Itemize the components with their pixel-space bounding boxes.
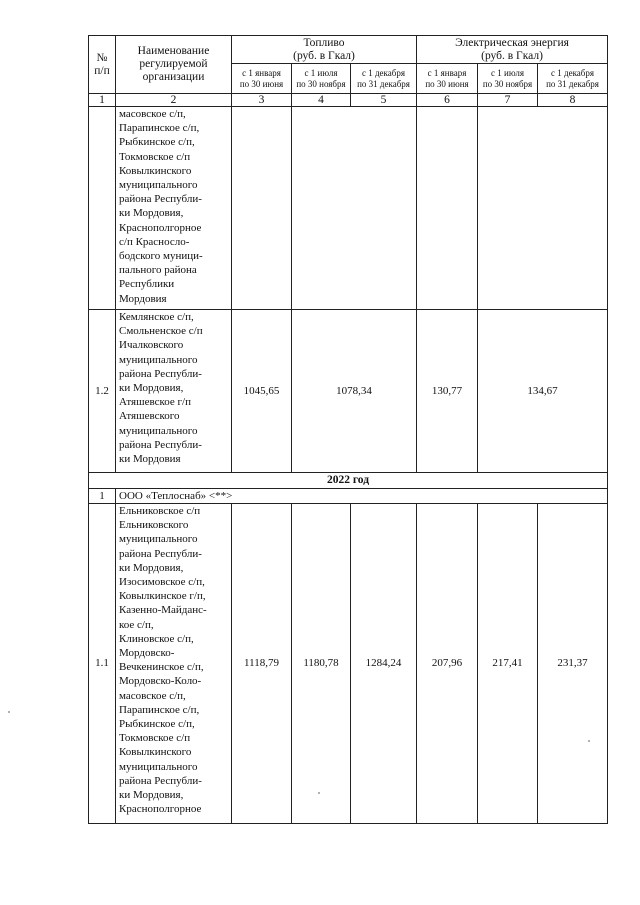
value-cell: 217,41: [478, 504, 538, 824]
value-cell: [478, 107, 608, 310]
value-cell: 134,67: [478, 310, 608, 473]
value-cell: 1045,65: [232, 310, 292, 473]
value-cell: 207,96: [417, 504, 478, 824]
header-electricity: Электрическая энергия (руб. в Гкал): [417, 36, 608, 64]
row-num-cell: 1.2: [89, 310, 116, 473]
value-cell: 1118,79: [232, 504, 292, 824]
year-label: 2022 год: [89, 473, 608, 489]
header-num: № п/п: [89, 36, 116, 94]
row-num-cell: 1.1: [89, 504, 116, 824]
period-header: с 1 декабря по 31 декабря: [538, 64, 608, 94]
value-cell: [292, 107, 417, 310]
row-num-cell: 1: [89, 489, 116, 504]
column-number: 2: [116, 94, 232, 107]
value-cell: 231,37: [538, 504, 608, 824]
period-header: с 1 декабря по 31 декабря: [351, 64, 417, 94]
org-name-cell: Ельниковское с/п Ельниковского муниципального района Республи- ки Мордовия, Изосимовское с/п, Ковылкинское г/п, Казенно-Майданс- кое с/п, Клиновское с/п, Мордовско- Вечкенинское с/п, Мордовско-Коло- масовское с/п, Парапинское с/п, Рыбкинское с/п, Токмовское с/п Ковылкинского муниципального района Республи- ки Мордовия, Краснополгорное: [116, 504, 232, 824]
value-cell: 1284,24: [351, 504, 417, 824]
value-cell: [232, 107, 292, 310]
column-number: 6: [417, 94, 478, 107]
period-header: с 1 января по 30 июня: [417, 64, 478, 94]
column-number: 3: [232, 94, 292, 107]
org-title: ООО «Теплоснаб» <**>: [116, 489, 608, 504]
column-number: 7: [478, 94, 538, 107]
org-name-cell: масовское с/п, Парапинское с/п, Рыбкинское с/п, Токмовское с/п Ковылкинского муниципального района Республи- ки Мордовия, Краснополгорное с/п Краснослo- бодского муници- пального района Республики Мордовия: [116, 107, 232, 310]
header-fuel: Топливо (руб. в Гкал): [232, 36, 417, 64]
header-org-name: Наименование регулируемой организации: [116, 36, 232, 94]
scan-speck: [8, 711, 10, 713]
period-header: с 1 июля по 30 ноября: [292, 64, 351, 94]
column-number: 4: [292, 94, 351, 107]
value-cell: 1180,78: [292, 504, 351, 824]
scan-speck: [588, 740, 590, 742]
value-cell: [417, 107, 478, 310]
value-cell: 1078,34: [292, 310, 417, 473]
column-number: 8: [538, 94, 608, 107]
table-row: [89, 504, 608, 824]
value-cell: 130,77: [417, 310, 478, 473]
tariff-table: [88, 35, 608, 824]
year-row: [89, 473, 608, 489]
table-row: [89, 310, 608, 473]
org-name-cell: Кемлянское с/п, Смольненское с/п Ичалковского муниципального района Республи- ки Мордовия, Атяшевское г/п Атяшевского муниципального района Республи- ки Мордовия: [116, 310, 232, 473]
scan-speck: [318, 792, 320, 794]
table-row: [89, 107, 608, 310]
row-num-cell: [89, 107, 116, 310]
column-number: 1: [89, 94, 116, 107]
period-header: с 1 января по 30 июня: [232, 64, 292, 94]
period-header: с 1 июля по 30 ноября: [478, 64, 538, 94]
org-row: [89, 489, 608, 504]
column-number: 5: [351, 94, 417, 107]
